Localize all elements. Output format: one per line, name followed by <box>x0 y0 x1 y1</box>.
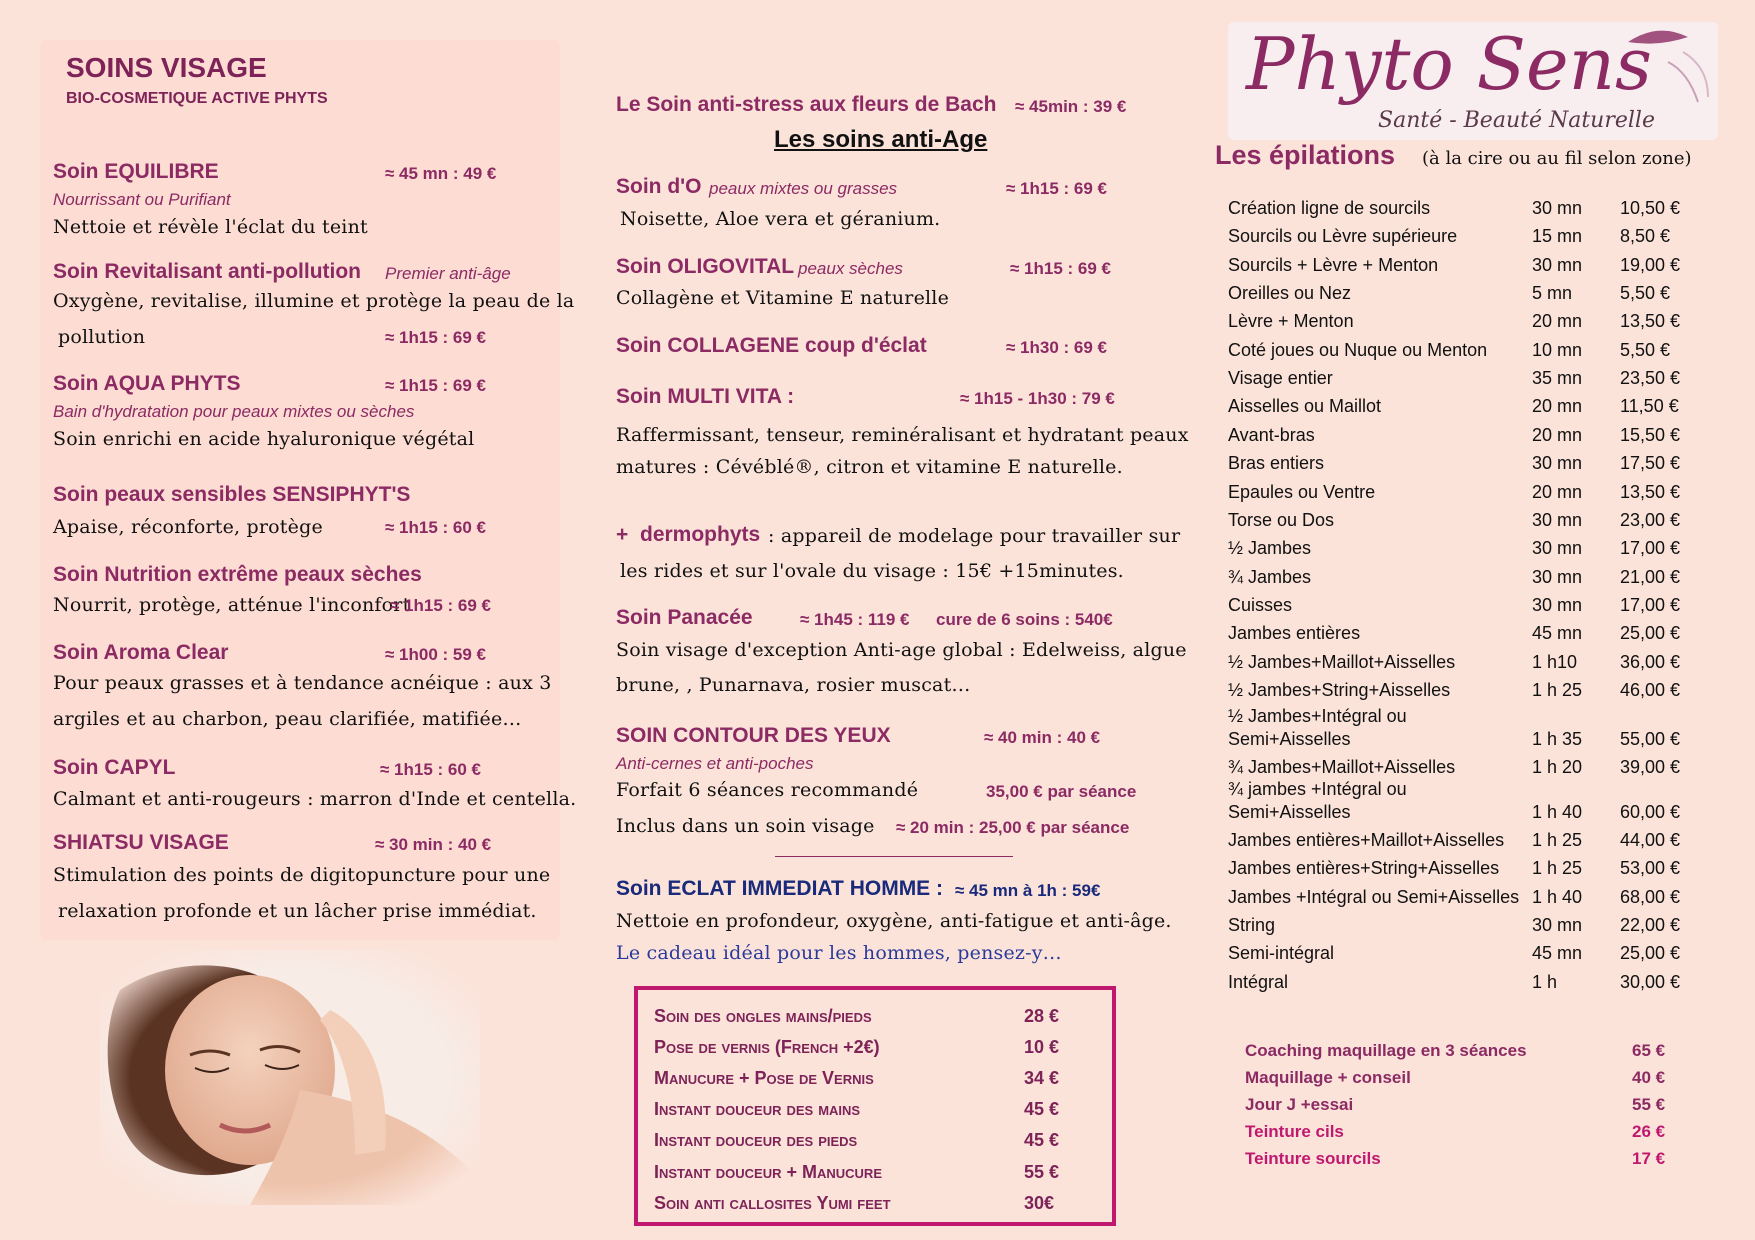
price: 25,00 € <box>1620 943 1681 964</box>
logo-tagline: Santé - Beauté Naturelle <box>1378 108 1655 133</box>
duration: 1 h <box>1532 971 1558 992</box>
item-tag: peaux sèches <box>798 259 903 278</box>
cure-price: cure de 6 soins : 540€ <box>936 610 1113 629</box>
zone-label: Jambes entières+String+Aisselles <box>1228 858 1500 879</box>
price: 13,50 € <box>1620 481 1681 502</box>
zone-label: Avant-bras <box>1228 424 1315 445</box>
zone-label: Oreilles ou Nez <box>1228 283 1352 304</box>
duration: 35 mn <box>1532 368 1583 389</box>
item-desc: Calmant et anti-rougeurs : marron d'Inde et centella. <box>53 788 577 810</box>
item-price: ≈ 1h15 : 60 € <box>380 760 481 779</box>
price: 36,00 € <box>1620 651 1681 672</box>
item-price: ≈ 1h15 : 69 € <box>385 376 486 395</box>
price: 39,00 € <box>1620 757 1681 777</box>
price: 22,00 € <box>1620 915 1681 936</box>
duration: 20 mn <box>1532 481 1583 502</box>
item-desc: pollution <box>58 326 146 348</box>
zone-label: Jambes entières <box>1228 623 1361 644</box>
item-title: Soin Panacée <box>616 606 753 629</box>
item-price: ≈ 1h15 : 60 € <box>385 518 486 537</box>
item-desc: Noisette, Aloe vera et géranium. <box>620 208 941 230</box>
face-massage-image <box>100 950 480 1205</box>
zone-label: Création ligne de sourcils <box>1228 198 1431 218</box>
price: 5,50 € <box>1620 283 1671 304</box>
price: 60,00 € <box>1620 801 1681 822</box>
price: 19,00 € <box>1620 254 1681 275</box>
item-price: ≈ 1h15 : 69 € <box>1006 179 1107 198</box>
item-title: Soin Aroma Clear <box>53 641 229 664</box>
item-title: Soin EQUILIBRE <box>53 160 219 183</box>
item-desc: Nourrit, protège, atténue l'inconfort <box>53 594 411 616</box>
item-price: ≈ 1h45 : 119 € <box>800 610 910 629</box>
duration: 30 mn <box>1532 566 1583 587</box>
duration: 10 mn <box>1532 339 1583 360</box>
item-price: ≈ 45 mn : 49 € <box>385 164 497 183</box>
item-desc: Nettoie et révèle l'éclat du teint <box>53 216 368 238</box>
zone-label: ½ Jambes+Intégral ou <box>1228 706 1407 727</box>
duration: 1 h 25 <box>1532 830 1583 851</box>
price: 13,50 € <box>1620 311 1681 332</box>
duration: 30 mn <box>1532 453 1583 474</box>
dermo-title: dermophyts <box>640 523 761 546</box>
item-price: ≈ 20 min : 25,00 € par séance <box>896 818 1130 837</box>
price: 8,50 € <box>1620 226 1671 247</box>
zone-label: Visage entier <box>1228 368 1333 389</box>
duration: 45 mn <box>1532 623 1583 644</box>
price: 17,00 € <box>1620 538 1681 559</box>
item-tag: Premier anti-âge <box>385 264 511 283</box>
item-desc: : appareil de modelage pour travailler sur <box>768 525 1181 547</box>
duration: 30 mn <box>1532 198 1583 218</box>
item-price: ≈ 1h00 : 59 € <box>385 645 486 664</box>
item-price: ≈ 45 mn à 1h : 59€ <box>955 881 1101 900</box>
price: 11,50 € <box>1620 396 1679 417</box>
price: 30,00 € <box>1620 971 1681 992</box>
bach-price: ≈ 45min : 39 € <box>1015 97 1127 116</box>
zone-label: Sourcils ou Lèvre supérieure <box>1228 226 1458 247</box>
item-subtitle: Bain d'hydratation pour peaux mixtes ou sèches <box>53 402 415 421</box>
duration: 1 h 25 <box>1532 858 1583 879</box>
price: 25,00 € <box>1620 623 1681 644</box>
item-title: SOIN CONTOUR DES YEUX <box>616 724 891 747</box>
item-desc: Apaise, réconforte, protège <box>53 516 323 538</box>
zone-label: Intégral <box>1228 971 1289 992</box>
item-desc: relaxation profonde et un lâcher prise immédiat. <box>58 900 537 922</box>
item-title: Soin COLLAGENE coup d'éclat <box>616 334 927 357</box>
price: 46,00 € <box>1620 679 1681 700</box>
item-desc: Pour peaux grasses et à tendance acnéique : aux 3 <box>53 672 552 694</box>
duration: 15 mn <box>1532 226 1583 247</box>
duration: 1 h 35 <box>1532 728 1583 749</box>
price: 17,00 € <box>1620 594 1681 615</box>
zone-label: String <box>1228 915 1276 936</box>
item-title: Soin OLIGOVITAL <box>616 255 795 278</box>
bach-title: Le Soin anti-stress aux fleurs de Bach <box>616 93 997 116</box>
item-desc: Nettoie en profondeur, oxygène, anti-fatigue et anti-âge. <box>616 910 1172 932</box>
zone-label: Sourcils + Lèvre + Menton <box>1228 254 1439 275</box>
epilation-title: Les épilations <box>1215 140 1396 170</box>
item-desc: Oxygène, revitalise, illumine et protège la peau de la <box>53 290 575 312</box>
duration: 30 mn <box>1532 594 1583 615</box>
epilation-note: (à la cire ou au fil selon zone) <box>1422 148 1692 169</box>
zone-label: ¾ Jambes+Maillot+Aisselles <box>1228 757 1456 777</box>
item-title: Soin Nutrition extrême peaux sèches <box>53 563 422 586</box>
price: 10,50 € <box>1620 198 1681 218</box>
item-price: ≈ 30 min : 40 € <box>375 835 492 854</box>
item-subtitle: Nourrissant ou Purifiant <box>53 190 231 209</box>
duration: 20 mn <box>1532 311 1583 332</box>
item-desc: Forfait 6 séances recommandé <box>616 779 919 801</box>
item-desc: Raffermissant, tenseur, reminéralisant et hydratant peaux <box>616 424 1189 446</box>
duration: 1 h 40 <box>1532 801 1583 822</box>
item-subtitle: Anti-cernes et anti-poches <box>616 754 814 773</box>
duration: 30 mn <box>1532 509 1583 530</box>
section-subtitle: BIO-COSMETIQUE ACTIVE PHYTS <box>66 90 328 107</box>
dermo-plus: + <box>616 523 629 546</box>
item-desc: Soin visage d'exception Anti-age global : Edelweiss, algue <box>616 639 1187 661</box>
price: 17,50 € <box>1620 453 1681 474</box>
zone-label: ½ Jambes+String+Aisselles <box>1228 679 1451 700</box>
duration: 1 h 20 <box>1532 757 1583 777</box>
zone-label: Coté joues ou Nuque ou Menton <box>1228 339 1488 360</box>
item-desc: matures : Cévéblé®, citron et vitamine E naturelle. <box>616 456 1123 478</box>
zone-label: Cuisses <box>1228 594 1293 615</box>
item-title: SHIATSU VISAGE <box>53 831 229 854</box>
item-title: Soin ECLAT IMMEDIAT HOMME : <box>616 877 944 900</box>
item-title: Soin peaux sensibles SENSIPHYT'S <box>53 483 411 506</box>
item-title: Soin AQUA PHYTS <box>53 372 241 395</box>
duration: 5 mn <box>1532 283 1573 304</box>
duration: 30 mn <box>1532 538 1583 559</box>
zone-label: Torse ou Dos <box>1228 509 1335 530</box>
zone-label: ½ Jambes <box>1228 538 1312 559</box>
price: 55,00 € <box>1620 728 1681 749</box>
price: 44,00 € <box>1620 830 1681 851</box>
zone-label: Aisselles ou Maillot <box>1228 396 1382 417</box>
divider <box>775 856 1013 857</box>
zone-label: Semi-intégral <box>1228 943 1335 964</box>
duration: 45 mn <box>1532 943 1583 964</box>
item-price: ≈ 40 min : 40 € <box>984 728 1101 747</box>
item-desc: Collagène et Vitamine E naturelle <box>616 287 950 309</box>
price: 23,00 € <box>1620 509 1681 530</box>
item-price: ≈ 1h15 : 69 € <box>385 328 486 347</box>
item-desc: Inclus dans un soin visage <box>616 815 875 837</box>
zone-label: Jambes +Intégral ou Semi+Aisselles <box>1228 886 1520 907</box>
zone-label: ¾ jambes +Intégral ou <box>1228 779 1407 800</box>
item-price: ≈ 1h15 - 1h30 : 79 € <box>960 389 1115 408</box>
zone-label: Lèvre + Menton <box>1228 311 1354 332</box>
duration: 1 h 25 <box>1532 679 1583 700</box>
item-price: ≈ 1h15 : 69 € <box>390 596 491 615</box>
zone-label: Semi+Aisselles <box>1228 728 1351 749</box>
item-price: ≈ 1h30 : 69 € <box>1006 338 1107 357</box>
zone-label: Epaules ou Ventre <box>1228 481 1376 502</box>
item-note: Le cadeau idéal pour les hommes, pensez-y… <box>616 942 1062 964</box>
section-title: SOINS VISAGE <box>66 52 267 83</box>
duration: 30 mn <box>1532 254 1583 275</box>
item-title: Soin CAPYL <box>53 756 176 779</box>
item-title: Soin Revitalisant anti-pollution <box>53 260 362 283</box>
logo-text: Phyto Sens <box>1246 22 1652 106</box>
item-desc: Stimulation des points de digitopuncture pour une <box>53 864 551 886</box>
item-desc: les rides et sur l'ovale du visage : 15€ +15minutes. <box>620 560 1124 582</box>
item-title: Soin d'O <box>616 175 702 198</box>
logo <box>1228 22 1718 140</box>
price: 15,50 € <box>1620 424 1681 445</box>
price: 23,50 € <box>1620 368 1681 389</box>
item-price: ≈ 1h15 : 69 € <box>1010 259 1111 278</box>
item-tag: peaux mixtes ou grasses <box>709 179 898 198</box>
item-desc: brune, , Punarnava, rosier muscat… <box>616 674 971 696</box>
item-price: 35,00 € par séance <box>986 782 1137 801</box>
zone-label: ½ Jambes+Maillot+Aisselles <box>1228 651 1456 672</box>
zone-label: Bras entiers <box>1228 453 1325 474</box>
duration: 20 mn <box>1532 424 1583 445</box>
item-title: Soin MULTI VITA : <box>616 385 795 408</box>
item-desc: Soin enrichi en acide hyaluronique végétal <box>53 428 475 450</box>
duration: 30 mn <box>1532 915 1583 936</box>
item-desc: argiles et au charbon, peau clarifiée, matifiée… <box>53 708 522 730</box>
price: 68,00 € <box>1620 886 1681 907</box>
zone-label: ¾ Jambes <box>1228 566 1312 587</box>
price: 53,00 € <box>1620 858 1681 879</box>
duration: 1 h10 <box>1532 651 1578 672</box>
duration: 1 h 40 <box>1532 886 1583 907</box>
price: 21,00 € <box>1620 566 1681 587</box>
anti-age-heading: Les soins anti-Age <box>774 126 988 153</box>
duration: 20 mn <box>1532 396 1583 417</box>
price: 5,50 € <box>1620 339 1671 360</box>
zone-label: Jambes entières+Maillot+Aisselles <box>1228 830 1505 851</box>
zone-label: Semi+Aisselles <box>1228 801 1351 822</box>
